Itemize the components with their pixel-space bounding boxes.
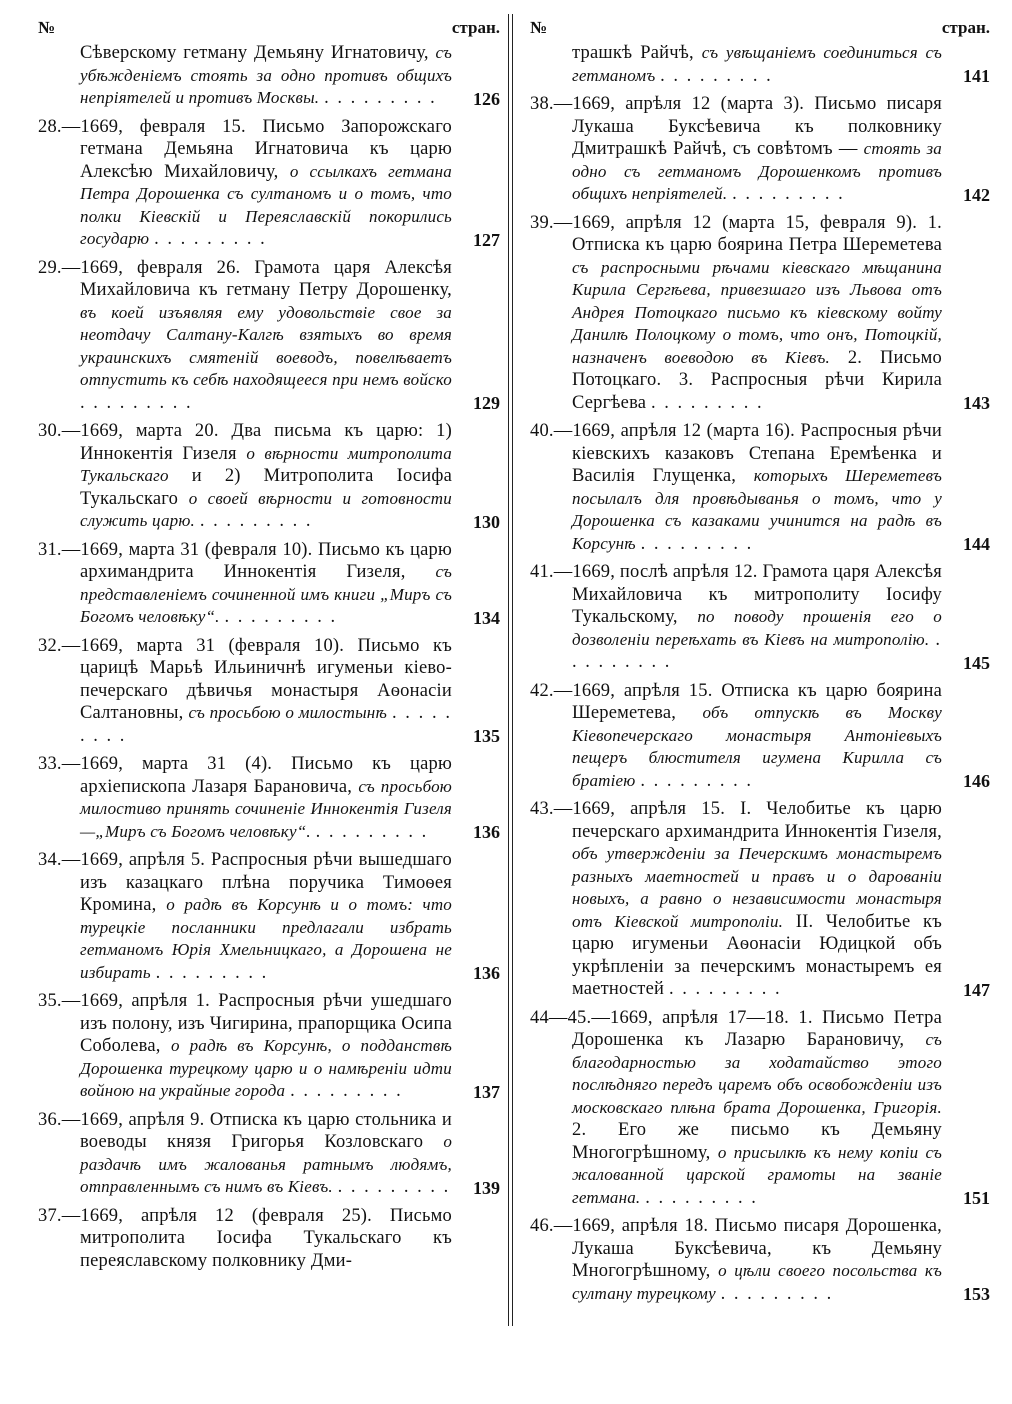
leader-dots <box>156 963 269 983</box>
entry-summary: о раздачѣ имъ жалованья ратнымъ людямъ, отправленнымъ съ нимъ въ Кіевъ. <box>80 1132 453 1196</box>
entry-title: —1669, апрѣля 17—18. 1. Письмо Петра Дорошенка къ Лазарю Барановичу, <box>572 1007 942 1050</box>
number-header: № <box>530 18 548 37</box>
column-divider <box>508 14 509 1326</box>
page-number: 127 <box>473 229 500 250</box>
entry-title: —1669, апрѣля 12 (марта 16). Распросныя рѣчи кіевскихъ казаковъ Степана Еремѣенка и Василія Глущенка, <box>553 421 942 486</box>
toc-entry <box>38 116 500 251</box>
toc-entry <box>38 42 500 110</box>
page-number: 136 <box>473 963 500 983</box>
entry-summary: съ представленіемъ сочиненной имъ книги „Миръ съ Богомъ человѣку“. <box>80 562 452 626</box>
entry-number: 44—45. <box>530 1007 592 1028</box>
entry-number: 43. <box>530 799 554 819</box>
entry-title: —1669, апрѣля 1. Распросныя рѣчи ушедшаго изъ полону, изъ Чигирина, прапорщика Осипа Соболева, <box>61 991 452 1056</box>
left-column <box>38 18 500 1318</box>
toc-entry <box>530 420 990 555</box>
toc-entry <box>530 1215 990 1305</box>
page-number: 153 <box>963 1284 990 1304</box>
leader-dots <box>640 771 753 791</box>
entry-number: 30. <box>38 421 62 441</box>
entry-title: —1669, апрѣля 15. I. Челобитье къ царю печерскаго архимандрита Иннокентія Гизеля, <box>553 799 942 842</box>
entry-text <box>38 257 452 415</box>
entry-title: трашкѣ Райчѣ, <box>572 43 694 63</box>
entry-number: 37. <box>38 1205 62 1226</box>
page-header: стран. <box>941 18 990 37</box>
entry-text <box>38 539 452 629</box>
page-number: 151 <box>963 1188 990 1208</box>
entry-text <box>38 1205 452 1273</box>
entry-summary: о ссылкахъ гетмана Петра Дорошенка съ султаномъ и о томъ, что полки Кіевскій и Переяславскій покорились государю <box>80 161 453 248</box>
entry-summary: стоять за одно съ гетманомъ Дорошенкомъ противъ общихъ непріятелей. <box>572 139 943 203</box>
entry-number: 32. <box>38 635 62 656</box>
entry-summary: о радѣ въ Корсунѣ, о подданствѣ Дорошенка турецкому царю и о намѣреніи идти войною на украйные города <box>80 1036 452 1100</box>
entry-title: —1669, апрѣля 18. Письмо писаря Дорошенка, Лукаша Буксѣевича, къ Демьяну Многогрѣшному, <box>553 1216 942 1281</box>
entry-number: 33. <box>38 754 62 774</box>
entry-summary: съ просьбою милостиво принять сочиненіе Иннокентія Гизеля—„Миръ съ Богомъ человѣку“. <box>80 776 452 841</box>
page-number: 139 <box>473 1177 500 1198</box>
entry-number: 36. <box>38 1109 62 1130</box>
entry-text <box>530 42 942 87</box>
entry-text <box>38 990 452 1103</box>
entry-title: —1669, апрѣля 12 (марта 3). Письмо писаря Лукаша Буксѣевича къ полковнику Дмитрашкѣ Райчѣ, съ совѣтомъ — <box>553 94 942 159</box>
entry-number: 35. <box>38 991 62 1011</box>
entry-title: —1669, марта 31 (февраля 10). Письмо къ царю архимандрита Иннокентія Гизеля, <box>61 539 452 582</box>
toc-entry <box>530 212 990 415</box>
page-number: 126 <box>473 88 500 109</box>
toc-entry <box>38 849 500 984</box>
entry-number: 40. <box>530 421 554 441</box>
entry-title: —1669, февраля 26. Грамота царя Алексѣя Михайловича къ гетману Петру Дорошенку, <box>61 257 452 300</box>
entry-text <box>38 635 452 748</box>
leader-dots <box>660 66 773 86</box>
toc-entry <box>38 1109 500 1199</box>
entry-summary: съ увѣщаніемъ соединиться съ гетманомъ <box>572 43 942 85</box>
entry-text <box>38 753 452 843</box>
entry-text <box>38 849 452 984</box>
entry-title: 2. Его же письмо къ Демьяну Многогрѣшному, <box>572 1120 942 1163</box>
leader-dots <box>721 1284 834 1304</box>
page-number: 141 <box>963 66 990 86</box>
entry-title: 2. Письмо Потоцкаго. 3. Распросныя рѣчи Кирила Сергѣева <box>572 347 943 413</box>
leader-dots <box>641 534 754 554</box>
leader-dots <box>732 184 845 204</box>
leader-dots <box>324 88 437 108</box>
entry-title: —1669, апрѣля 9. Отписка къ царю стольника и воеводы князя Григорья Козловскаго <box>61 1109 452 1152</box>
entry-number: 29. <box>38 257 62 278</box>
entry-title: II. Челобитье къ царю игуменьи Аѳонасіи Юдицкой объ укрѣпленіи за печерскимъ монастыремъ ея маетностей <box>572 911 942 999</box>
entry-title: —1669, апрѣля 12 (марта 15, февраля 9). 1. Отписка къ царю боярина Петра Шереметева <box>553 212 942 255</box>
page-number: 142 <box>963 184 990 205</box>
toc-entry <box>530 1007 990 1210</box>
leader-dots <box>338 1177 451 1197</box>
page-header: стран. <box>451 18 500 37</box>
page-number: 134 <box>473 607 500 628</box>
left-entries <box>38 42 500 1272</box>
entry-title: —1669, марта 20. Два письма къ царю: 1) Иннокентія Гизеля <box>61 421 452 464</box>
entry-text <box>38 1109 452 1199</box>
entry-text <box>530 1215 942 1305</box>
toc-entry <box>530 93 990 206</box>
page-number: 145 <box>963 652 990 673</box>
entry-text <box>530 93 942 206</box>
entry-text <box>530 420 942 555</box>
leader-dots <box>154 229 267 249</box>
leader-dots <box>80 393 193 413</box>
entry-number: 39. <box>530 212 554 233</box>
entry-text <box>530 1007 942 1210</box>
entry-summary: въ коей изъявляя ему удовольствіе свое за неотдачу Салтану-Калгѣ взятыхъ во время украинскихъ смятеній воеводъ, повелѣваетъ отпустить къ себѣ находящееся при немъ войско <box>80 302 452 389</box>
entry-summary: съ просьбою о милостынѣ <box>188 703 387 722</box>
entry-title: Сѣверскому гетману Демьяну Игнатовичу, <box>80 43 429 63</box>
toc-entry <box>38 420 500 533</box>
page-number: 146 <box>963 771 990 791</box>
entry-summary: объ утвержденіи за Печерскимъ монастыремъ разныхъ маетностей и правъ и о дарованіи новыхъ, а равно о независимости монастыря отъ Кіевской митрополіи. <box>572 844 942 931</box>
entry-title: —1669, апрѣля 12 (февраля 25). Письмо митрополита Іосифа Тукальскаго къ переяславскому полковнику Дми- <box>61 1205 452 1271</box>
toc-entry <box>38 257 500 415</box>
entry-title: и 2) Митрополита Іосифа Тукальскаго <box>80 466 452 509</box>
right-entries <box>530 42 990 1305</box>
entry-summary: о цѣли своего посольства къ султану турецкому <box>572 1261 942 1303</box>
entry-text <box>530 680 942 793</box>
toc-entry <box>38 1205 500 1273</box>
leader-dots <box>651 393 764 413</box>
entry-summary: объ отпускѣ въ Москву Кіевопечерскаго монастыря Антоніевыхъ пещеръ блюстителя игумена Кирилла съ братіею <box>572 703 942 790</box>
page-number: 144 <box>963 534 990 554</box>
entry-title: —1669, послѣ апрѣля 12. Грамота царя Алексѣя Михайловича къ митрополиту Іосифу Тукальскому, <box>553 562 942 627</box>
leader-dots <box>316 822 429 842</box>
entry-number: 31. <box>38 539 62 560</box>
entry-title: —1669, марта 31 (февраля 10). Письмо къ царицѣ Марьѣ Ильиничнѣ игуменьи кіево-печерскаго дѣвичья монастыря Аѳонасіи Салтановны, <box>61 635 452 723</box>
toc-entry <box>530 561 990 674</box>
entry-number: 42. <box>530 680 554 701</box>
toc-entry <box>38 753 500 843</box>
page-number: 129 <box>473 393 500 413</box>
entry-text <box>530 561 942 674</box>
entry-summary: о присылкѣ къ нему копіи съ жалованной царской грамоты на званіе гетмана. <box>572 1142 943 1207</box>
column-divider <box>512 14 513 1326</box>
number-header: № <box>38 18 56 37</box>
entry-text <box>38 116 452 251</box>
entry-number: 28. <box>38 116 62 137</box>
leader-dots <box>200 511 313 531</box>
entry-summary: о своей вѣрности и готовности служить царю. <box>80 488 452 530</box>
toc-entry <box>38 990 500 1103</box>
toc-entry <box>530 42 990 87</box>
entry-summary: съ убѣжденіемъ стоять за одно противъ общихъ непріятелей и противъ Москвы. <box>80 43 453 107</box>
toc-entry <box>38 635 500 748</box>
right-column-header <box>530 18 990 42</box>
entry-title: —1669, февраля 15. Письмо Запорожскаго гетмана Демьяна Игнатовича къ царю Алексѣю Михайловичу, <box>61 116 452 182</box>
page-number: 137 <box>473 1081 500 1102</box>
toc-entry <box>530 680 990 793</box>
entry-summary: которыхъ Шереметевъ посылалъ для провѣдыванья о томъ, что у Дорошенка съ казаками учинится на радѣ въ Корсунѣ <box>572 466 942 553</box>
page-number: 143 <box>963 393 990 413</box>
toc-entry <box>530 798 990 1001</box>
page-number: 136 <box>473 822 500 842</box>
entry-number: 46. <box>530 1216 554 1236</box>
entry-number: 41. <box>530 562 554 582</box>
entry-number: 38. <box>530 94 554 114</box>
entry-text <box>530 798 942 1001</box>
entry-number: 34. <box>38 850 62 870</box>
entry-text <box>38 420 452 533</box>
leader-dots <box>669 979 782 999</box>
page-number: 147 <box>963 979 990 1000</box>
entry-summary: по поводу прошенія его о дозволеніи переѣхать въ Кіевъ на митрополію. <box>572 607 942 649</box>
entry-title: —1669, апрѣля 15. Отписка къ царю боярина Шереметева, <box>553 680 942 723</box>
page-number: 130 <box>473 511 500 532</box>
entry-title: —1669, апрѣля 5. Распросныя рѣчи вышедшаго изъ казацкаго плѣна поручика Тимоѳея Кромина, <box>61 850 452 915</box>
page-number: 135 <box>473 726 500 746</box>
entry-title: —1669, марта 31 (4). Письмо къ царю архіепископа Лазаря Барановича, <box>61 754 452 797</box>
leader-dots <box>224 607 337 627</box>
entry-summary: о вѣрности митрополита Тукальскаго <box>80 443 452 485</box>
entry-summary: съ благодарностью за ходатайство этого послѣдняго передъ царемъ объ освобожденіи изъ московскаго плѣна брата Дорошенка, Григорія. <box>572 1030 942 1117</box>
entry-summary: съ распросными рѣчами кіевскаго мѣщанина Кирила Сергѣева, привезшаго изъ Львова отъ Андрея Потоцкаго письмо къ кіевскому войту Данилѣ Полоцкому о томъ, что онъ, Потоцкій, назначенъ воеводою въ Кіевъ. <box>572 257 942 367</box>
leader-dots <box>290 1081 403 1101</box>
toc-entry <box>38 539 500 629</box>
leader-dots <box>645 1188 758 1208</box>
entry-text <box>530 212 942 415</box>
entry-text <box>38 42 452 110</box>
left-column-header <box>38 18 500 42</box>
entry-summary: о радѣ въ Корсунѣ и о томъ: что турецкіе посланники предлагали избрать гетманомъ Юрія Хмельницкаго, а Дорошена не избирать <box>80 895 452 982</box>
right-column <box>530 18 990 1318</box>
